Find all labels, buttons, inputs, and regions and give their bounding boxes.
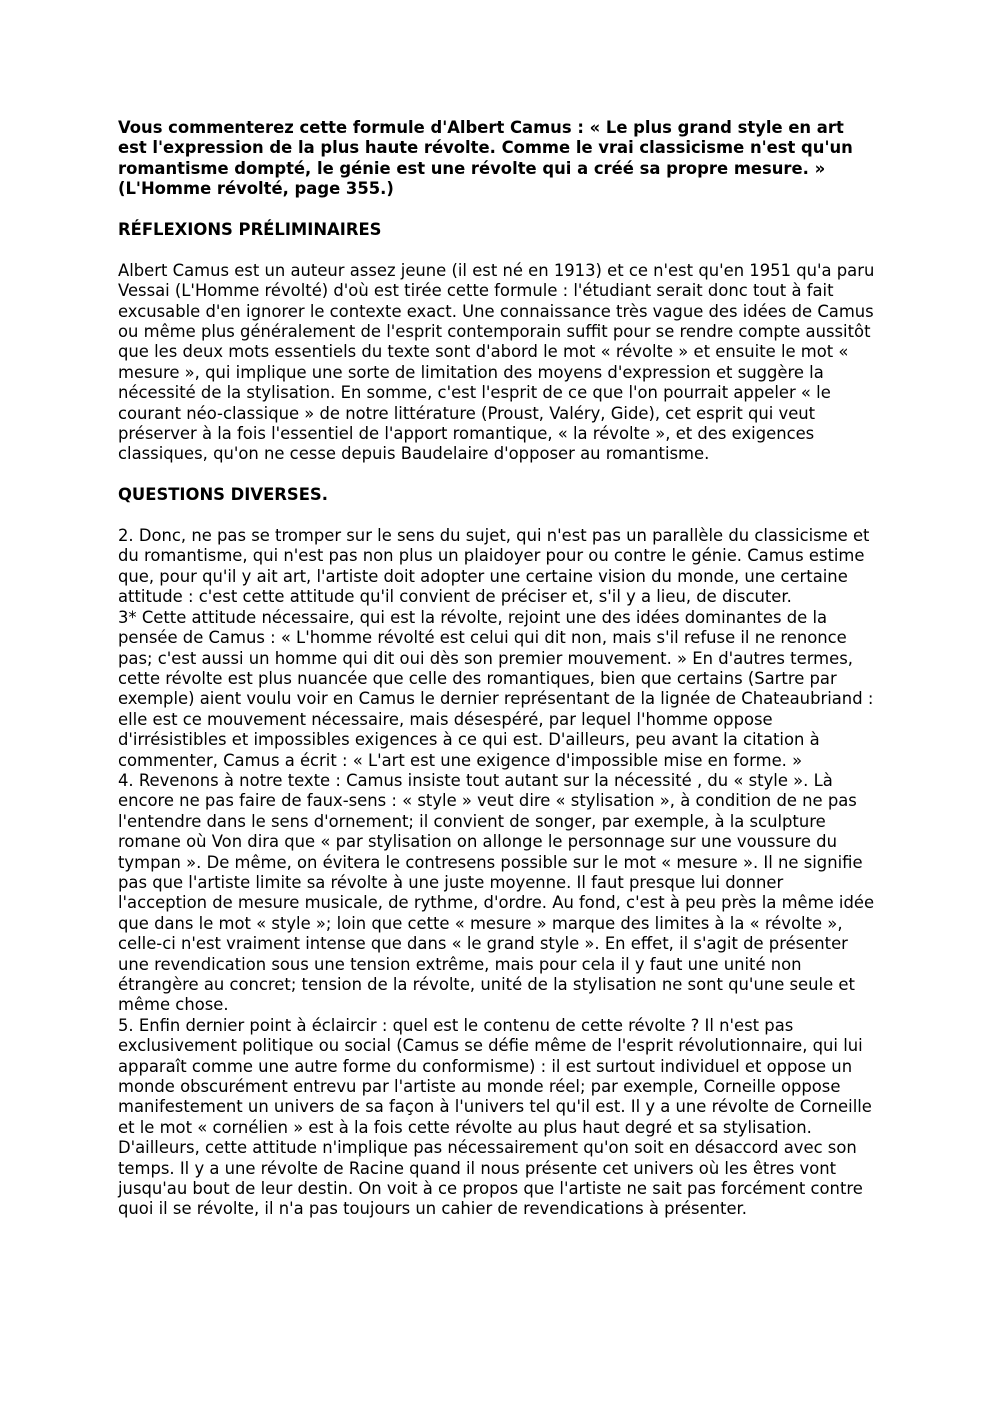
- paragraph-reflexions: Albert Camus est un auteur assez jeune (il est né en 1913) et ce n'est qu'en 1951 qu'a paru Vessai (L'Homme révolté) d'où est tirée cette formule : l'étudiant serait donc tout à fait excusable d'en ignorer le contexte exact. Une connaissance très vague des idées de Camus ou même plus généralement de l'esprit contemporain suffit pour se rendre compte aussitôt que les deux mots essentiels du texte sont d'abord le mot « révolte » et ensuite le mot « mesure », qui implique une sorte de limitation des moyens d'expression et suggère la nécessité de la stylisation. En somme, c'est l'esprit de ce que l'on pourrait appeler « le courant néo-classique » de notre littérature (Proust, Valéry, Gide), cet esprit qui veut préserver à la fois l'essentiel de l'apport romantique, « la révolte », et des exigences classiques, qu'on ne cesse depuis Baudelaire d'opposer au romantisme.: [118, 260, 875, 464]
- question-item-4: 4. Revenons à notre texte : Camus insiste tout autant sur la nécessité , du « style ». Là encore ne pas faire de faux-sens : « style » veut dire « stylisation », à condition de ne pas l'entendre dans le sens d'ornement; il convient de songer, par exemple, à la sculpture romane où Von dira que « par stylisation on allonge le personnage sur une voussure du tympan ». De même, on évitera le contresens possible sur le mot « mesure ». Il ne signifie pas que l'artiste limite sa révolte à une juste moyenne. Il faut presque lui donner l'acception de mesure musicale, de rythme, d'ordre. Au fond, c'est à peu près la même idée que dans le mot « style »; loin que cette « mesure » marque des limites à la « révolte », celle-ci n'est vraiment intense que dans « le grand style ». En effet, il s'agit de présenter une revendication sous une tension extrême, mais pour cela il y faut une unité non étrangère au concret; tension de la révolte, unité de la stylisation ne sont qu'une seule et même chose.: [118, 770, 875, 1015]
- document-title: Vous commenterez cette formule d'Albert Camus : « Le plus grand style en art est l'expression de la plus haute révolte. Comme le vrai classicisme n'est qu'un romantisme dompté, le génie est une révolte qui a créé sa propre mesure. » (L'Homme révolté, page 355.): [118, 118, 853, 199]
- section-heading-questions: QUESTIONS DIVERSES.: [118, 485, 328, 505]
- question-item-3: 3* Cette attitude nécessaire, qui est la révolte, rejoint une des idées dominantes de la pensée de Camus : « L'homme révolté est celui qui dit non, mais s'il refuse il ne renonce pas; c'est aussi un homme qui dit oui dès son premier mouvement. » En d'autres termes, cette révolte est plus nuancée que celle des romantiques, bien que certains (Sartre par exemple) aient voulu voir en Camus le dernier représentant de la lignée de Chateaubriand : elle est ce mouvement nécessaire, mais désespéré, par lequel l'homme oppose d'irrésistibles et impossibles exigences à ce qui est. D'ailleurs, peu avant la citation à commenter, Camus a écrit : « L'art est une exigence d'impossible mise en forme. »: [118, 607, 874, 770]
- question-item-5: 5. Enfin dernier point à éclaircir : quel est le contenu de cette révolte ? Il n'est pas exclusivement politique ou social (Camus se défie même de l'esprit révolutionnaire, qui lui apparaît comme une autre forme du conformisme) : il est surtout individuel et oppose un monde obscurément entrevu par l'artiste au monde réel; par exemple, Corneille oppose manifestement un univers de sa façon à l'univers tel qu'il est. Il y a une révolte de Corneille et le mot « cornélien » est à la fois cette révolte au plus haut degré et sa stylisation. D'ailleurs, cette attitude n'implique pas nécessairement qu'on soit en désaccord avec son temps. Il y a une révolte de Racine quand il nous présente cet univers où les êtres vont jusqu'au bout de leur destin. On voit à ce propos que l'artiste ne sait pas forcément contre quoi il se révolte, il n'a pas toujours un cahier de revendications à présenter.: [118, 1015, 872, 1219]
- questions-list: [118, 526, 876, 1220]
- document-page: [118, 118, 876, 1220]
- question-item-2: 2. Donc, ne pas se tromper sur le sens du sujet, qui n'est pas un parallèle du classicisme et du romantisme, qui n'est pas non plus un plaidoyer pour ou contre le génie. Camus estime que, pour qu'il y ait art, l'artiste doit adopter une certaine vision du monde, une certaine attitude : c'est cette attitude qu'il convient de préciser et, s'il y a lieu, de discuter.: [118, 526, 870, 607]
- section-heading-reflexions: RÉFLEXIONS PRÉLIMINAIRES: [118, 220, 382, 240]
